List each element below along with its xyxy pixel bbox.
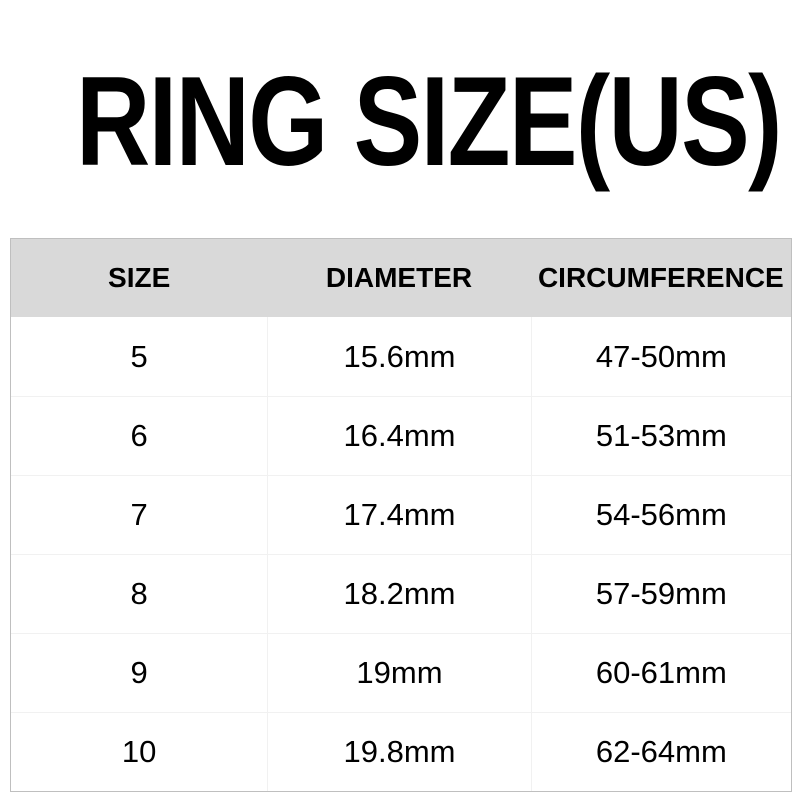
cell-size: 7: [11, 475, 267, 554]
cell-diameter: 18.2mm: [267, 554, 530, 633]
cell-circumference: 47-50mm: [531, 317, 791, 396]
cell-diameter: 15.6mm: [267, 317, 530, 396]
cell-circumference: 62-64mm: [531, 712, 791, 791]
cell-size: 8: [11, 554, 267, 633]
cell-diameter: 17.4mm: [267, 475, 530, 554]
cell-circumference: 57-59mm: [531, 554, 791, 633]
cell-size: 5: [11, 317, 267, 396]
page-title: RING SIZE(US): [76, 50, 781, 192]
size-table: [10, 238, 792, 792]
cell-size: 6: [11, 396, 267, 475]
cell-diameter: 16.4mm: [267, 396, 530, 475]
cell-size: 9: [11, 633, 267, 712]
column-header-circumference: CIRCUMFERENCE: [531, 239, 791, 317]
cell-circumference: 54-56mm: [531, 475, 791, 554]
cell-diameter: 19mm: [267, 633, 530, 712]
column-header-size: SIZE: [11, 239, 267, 317]
column-header-diameter: DIAMETER: [267, 239, 530, 317]
cell-size: 10: [11, 712, 267, 791]
cell-circumference: 60-61mm: [531, 633, 791, 712]
cell-circumference: 51-53mm: [531, 396, 791, 475]
cell-diameter: 19.8mm: [267, 712, 530, 791]
